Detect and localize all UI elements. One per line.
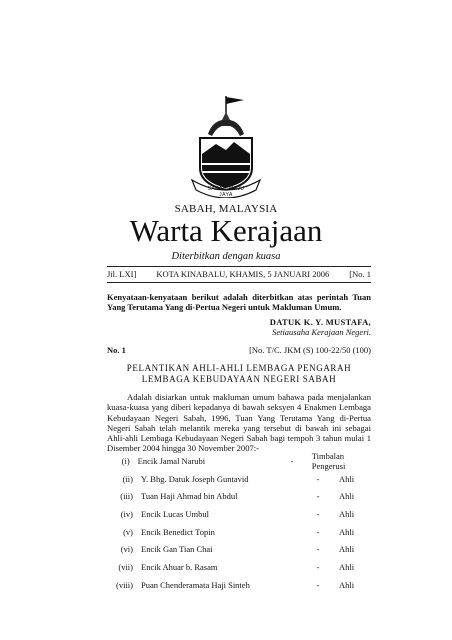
notice-header: [107, 345, 371, 355]
appointee-name: Y. Bhg. Datuk Joseph Guntavid: [141, 473, 249, 484]
appointee-name: Encik Benedict Topin: [141, 526, 215, 537]
item-number: (i): [121, 455, 130, 466]
appointee-role: Ahli: [339, 508, 355, 519]
appointee-role: Ahli: [339, 473, 355, 484]
item-number: (ii): [122, 473, 133, 484]
notice-heading: [107, 363, 371, 384]
appointee-name: Encik Jamal Narubi: [137, 455, 206, 466]
intro-statement: Kenyataan-kenyataan berikut adalah diterbitkan atas perintah Tuan Yang Terutama Yang di-Pertua Negeri untuk Makluman Umum.: [107, 292, 371, 312]
separator-dash: -: [316, 473, 320, 484]
list-item: [107, 505, 371, 523]
country-label: SABAH, MALAYSIA: [174, 203, 278, 215]
item-number: (vi): [120, 544, 133, 555]
appointee-name: Encik Lucas Umbul: [141, 508, 209, 519]
list-item: [107, 540, 371, 558]
list-item: [107, 576, 371, 594]
separator-dash: -: [290, 455, 294, 466]
place-date-label: KOTA KINABALU, KHAMIS, 5 JANUARI 2006: [156, 269, 330, 279]
top-divider: [107, 266, 371, 267]
gazette-title: Warta Kerajaan: [129, 213, 323, 248]
appointee-role: Ahli: [339, 544, 355, 555]
item-number: (viii): [116, 579, 133, 590]
signer-name: DATUK K. Y. MUSTAFA,: [269, 317, 371, 327]
separator-dash: -: [316, 561, 320, 572]
list-item: [107, 452, 371, 470]
bottom-divider: [107, 282, 371, 283]
gazette-subtitle: Diterbitkan dengan kuasa: [171, 251, 281, 262]
list-item: [107, 470, 371, 488]
list-item: [107, 523, 371, 541]
issue-info-line: [107, 269, 371, 279]
appointee-role: Ahli: [339, 526, 355, 537]
item-number: (iv): [120, 508, 133, 519]
crest-motto-banner: SABAH MAJU JAYA: [207, 186, 245, 198]
volume-label: Jil. LXI]: [107, 269, 137, 279]
separator-dash: -: [316, 491, 320, 502]
item-number: (vii): [118, 561, 133, 572]
item-number: (iii): [120, 491, 133, 502]
appointee-role: Ahli: [339, 491, 355, 502]
notice-body: Adalah disiarkan untuk makluman umum bahawa pada menjalankan kuasa-kuasa yang diberi kepadanya di bawah seksyen 4 Enakmen Lembaga Kebudayaan Negeri Sabah, 1996, Tuan Yang Terutama Yang di-Pertua Negeri Sabah telah melantik mereka yang tersebut di bawah ini sebagai Ahli-ahli Lembaga Kebudayaan Negeri Sabah bagi tempoh 3 tahun mulai 1 Disember 2004 hingga 30 November 2007:-: [107, 392, 371, 454]
signer-block: [107, 317, 371, 337]
item-number: (v): [123, 526, 133, 537]
appointee-role: Ahli: [339, 579, 355, 590]
notice-number: No. 1: [107, 345, 126, 355]
separator-dash: -: [316, 579, 320, 590]
notice-heading-line-1: PELANTIKAN AHLI-AHLI LEMBAGA PENGARAH: [126, 363, 352, 373]
list-item: [107, 558, 371, 576]
notice-heading-line-2: LEMBAGA KEBUDAYAAN NEGERI SABAH: [141, 373, 337, 384]
separator-dash: -: [316, 526, 320, 537]
appointee-role: Timbalan Pengerusi: [311, 450, 346, 471]
appointees-list: [107, 452, 371, 594]
separator-dash: -: [316, 544, 320, 555]
appointee-name: Encik Gan Tian Chai: [141, 544, 213, 555]
appointee-role: Ahli: [339, 561, 355, 572]
notice-reference: [No. T/C. JKM (S) 100-22/50 (100): [249, 345, 371, 355]
appointee-name: Encik Ahuar b. Rasam: [141, 561, 218, 572]
signer-role: Setiausaha Kerajaan Negeri.: [272, 327, 371, 337]
issue-number-label: [No. 1: [349, 269, 371, 279]
appointee-name: Tuan Haji Ahmad bin Abdul: [141, 491, 238, 502]
separator-dash: -: [316, 508, 320, 519]
appointee-name: Puan Chenderamata Haji Sinteh: [141, 579, 250, 590]
list-item: [107, 487, 371, 505]
sabah-coat-of-arms-icon: [186, 94, 266, 198]
